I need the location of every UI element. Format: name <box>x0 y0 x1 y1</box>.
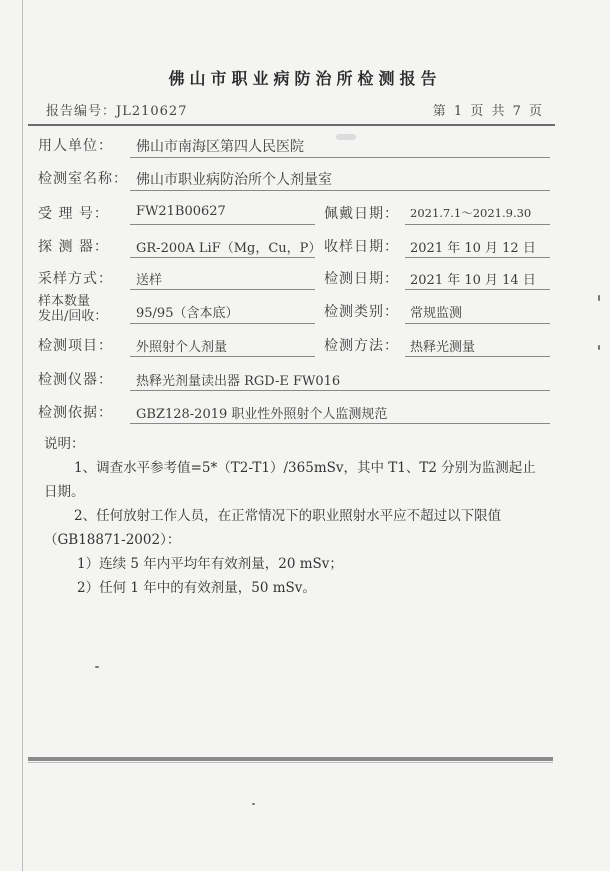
row-line <box>405 224 550 225</box>
row-line <box>130 390 550 391</box>
report-number: 报告编号：JL210627 <box>46 104 188 119</box>
page-indicator: 第 1 页 共 7 页 <box>432 104 544 119</box>
header-divider <box>28 124 555 126</box>
margin-line <box>22 0 23 871</box>
basis-label: 检测依据： <box>38 405 113 421</box>
sample-count-value: 95/95（含本底） <box>136 306 239 321</box>
note-limit-1: 1）连续 5 年内平均年有效剂量，20 mSv； <box>77 556 343 572</box>
basis-value: GBZ128-2019 职业性外照射个人监测规范 <box>136 407 388 422</box>
lab-value: 佛山市职业病防治所个人剂量室 <box>136 172 332 188</box>
detector-value: GR-200A LiF（Mg，Cu，P） <box>136 241 322 256</box>
row-line <box>130 323 315 324</box>
scan-speck <box>598 295 600 301</box>
test-type-label: 检测类别： <box>324 304 399 320</box>
sample-count-label-line2: 发出/回收： <box>38 309 108 324</box>
receive-date-label: 收样日期： <box>324 239 399 255</box>
note-limit-2: 2）任何 1 年中的有效剂量，50 mSv。 <box>77 580 316 596</box>
test-date-label: 检测日期： <box>324 271 399 287</box>
item-value: 外照射个人剂量 <box>136 340 228 355</box>
report-title: 佛山市职业病防治所检测报告 <box>168 69 442 88</box>
method-label: 检测方法： <box>324 338 399 354</box>
method-value: 热释光测量 <box>410 340 476 355</box>
employer-label: 用人单位： <box>38 138 113 154</box>
test-type-value: 常规监测 <box>410 306 463 321</box>
note-1-line2: 日期。 <box>44 484 85 500</box>
row-line <box>130 356 315 357</box>
redaction-smudge <box>336 134 356 140</box>
row-line <box>405 289 550 290</box>
instrument-value: 热释光剂量读出器 RGD-E FW016 <box>136 374 341 389</box>
accept-no-label: 受 理 号： <box>38 206 109 222</box>
note-1-line1: 1、调查水平参考值=5*（T2-T1）/365mSv，其中 T1、T2 分别为监测起止 <box>74 460 536 476</box>
test-date-value: 2021 年 10 月 14 日 <box>410 273 536 288</box>
instrument-label: 检测仪器： <box>38 372 113 388</box>
notes-heading: 说明： <box>44 436 85 452</box>
sample-count-label-line1: 样本数量 <box>38 294 91 309</box>
sampling-value: 送样 <box>136 273 163 288</box>
lab-label: 检测室名称： <box>38 171 128 187</box>
scan-speck <box>252 803 255 805</box>
employer-value: 佛山市南海区第四人民医院 <box>136 139 304 155</box>
footer-divider <box>28 757 553 761</box>
note-2-line1: 2、任何放射工作人员，在正常情况下的职业照射水平应不超过以下限值 <box>74 508 502 524</box>
sampling-label: 采样方式： <box>38 271 113 287</box>
wear-date-value: 2021.7.1～2021.9.30 <box>410 206 532 220</box>
scan-speck <box>95 666 99 668</box>
detector-label: 探 测 器： <box>38 239 109 255</box>
item-label: 检测项目： <box>38 338 113 354</box>
notes-section <box>44 432 564 600</box>
row-line <box>405 257 550 258</box>
row-line <box>130 157 550 158</box>
row-line <box>130 257 315 258</box>
row-line <box>130 423 550 424</box>
wear-date-label: 佩戴日期： <box>324 206 399 222</box>
footer-divider-shadow <box>28 762 553 763</box>
note-2-line2: （GB18871-2002）： <box>44 532 181 548</box>
sample-count-label <box>38 294 107 324</box>
row-line <box>405 356 550 357</box>
receive-date-value: 2021 年 10 月 12 日 <box>410 241 536 256</box>
row-line <box>130 289 315 290</box>
scan-speck <box>598 345 600 350</box>
row-line <box>130 224 315 225</box>
accept-no-value: FW21B00627 <box>136 204 226 219</box>
row-line <box>405 323 550 324</box>
row-line <box>130 190 550 191</box>
